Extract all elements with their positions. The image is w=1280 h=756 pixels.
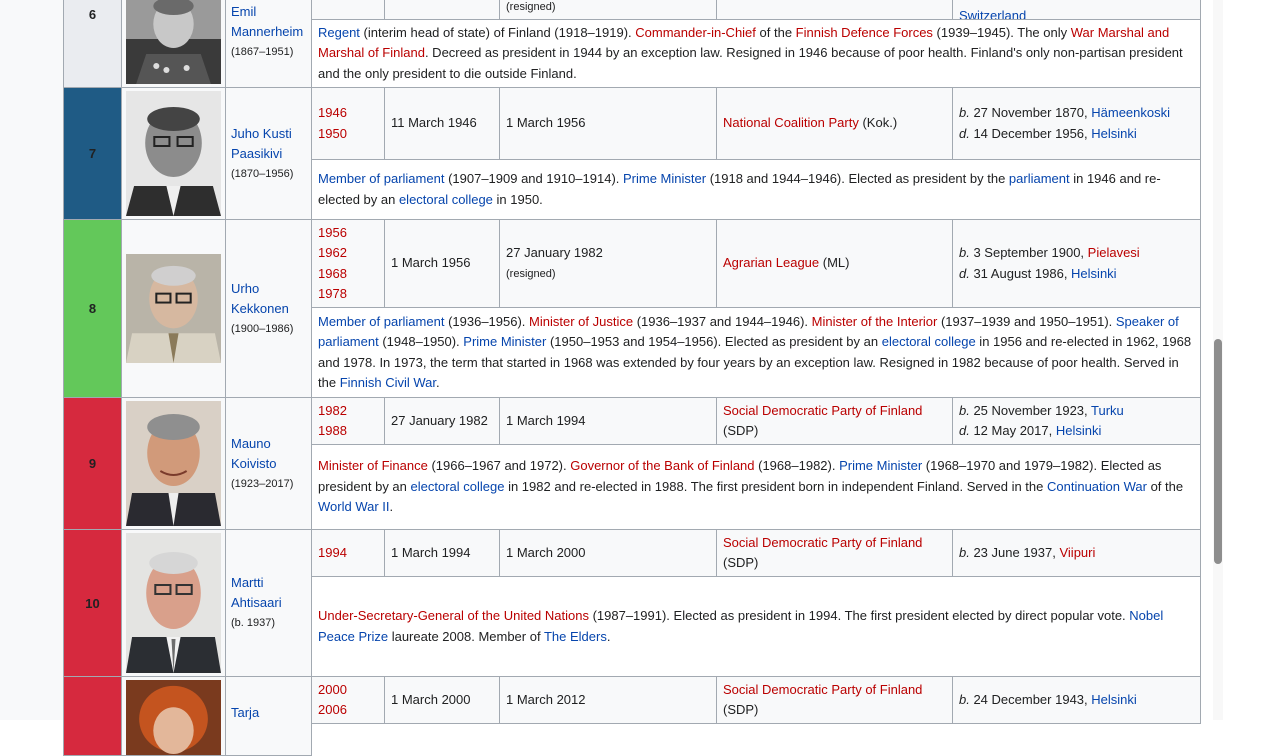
died-label: d. <box>959 423 970 438</box>
party-link[interactable]: Social Democratic Party of Finland <box>723 681 923 697</box>
description-text-segment: (1966–1967 and 1972). <box>427 458 571 474</box>
president-number: 6 <box>88 6 97 22</box>
born-date: 27 November 1870, <box>969 105 1092 120</box>
president-number-cell <box>63 219 122 398</box>
election-year-link[interactable]: 1968 <box>318 265 347 281</box>
president-name-cell <box>225 0 312 88</box>
description-text-segment: (1987–1991). Elected as president in 1994. The first president elected by direct popular vote. <box>588 608 1130 623</box>
election-year-link[interactable]: 1982 <box>318 402 347 418</box>
took-office-cell <box>384 219 500 308</box>
description-link[interactable]: Nobel Peace Prize <box>318 608 1164 644</box>
left-office-cell <box>499 529 717 577</box>
president-lifespan: (1867–1951) <box>231 46 294 58</box>
party-abbreviation: (ML) <box>819 255 850 271</box>
took-office-date: 11 March 1946 <box>391 115 477 131</box>
description-link[interactable]: War Marshal and Marshal of Finland <box>318 24 1170 61</box>
portrait-paasikivi[interactable] <box>126 91 221 216</box>
took-office-cell <box>384 529 500 577</box>
description-text-segment: of the <box>755 24 796 40</box>
left-office-cell <box>499 87 717 160</box>
president-number: 8 <box>88 301 97 316</box>
party-abbreviation: (SDP) <box>723 555 759 570</box>
died-place-link[interactable]: Helsinki <box>1071 265 1117 281</box>
born-date: 3 September 1900, <box>969 245 1088 260</box>
description-link[interactable]: Finnish Defence Forces <box>795 24 933 40</box>
description-text-segment: (1936–1956). <box>444 313 530 329</box>
description-text <box>318 169 1194 210</box>
description-text-segment: (1968–1970 and 1979–1982). Elected as president by an <box>318 458 1162 494</box>
description-text-segment: (interim head of state) of Finland (1918–1919). <box>359 24 636 40</box>
born-place-link[interactable]: Pielavesi <box>1087 245 1140 260</box>
birth-death-cell <box>952 676 1201 724</box>
election-year-link[interactable]: 1950 <box>318 125 347 141</box>
party-cell <box>716 87 953 160</box>
born-date: 25 November 1923, <box>969 402 1092 418</box>
description-link[interactable]: Speaker of parliament <box>318 313 1179 349</box>
birth-death-cell <box>952 87 1201 160</box>
description-link[interactable]: parliament <box>1008 171 1070 186</box>
born-place-link[interactable]: Turku <box>1091 402 1124 418</box>
left-office-date: 1 March 2000 <box>506 544 586 560</box>
description-text-segment: in 1956 and re-elected in 1962, 1968 and 1978. In 1973, the term that started in 1968 was extended by four years by an exception law. Resigned in 1982 because of poor health. Served in the <box>318 334 1192 390</box>
took-office-cell <box>384 0 500 20</box>
party-cell <box>716 219 953 308</box>
description-link[interactable]: Member of parliament <box>318 171 445 186</box>
description-link[interactable]: Minister of the Interior <box>811 313 938 329</box>
description-link[interactable]: Governor of the Bank of Finland <box>570 458 755 474</box>
party-cell <box>716 529 953 577</box>
description-text-segment: . Decreed as president in 1944 by an exception law. Resigned in 1946 because of poor health. Finland's only non-partisan president and the only president to die outside Finland. <box>318 45 1183 81</box>
description-link[interactable]: electoral college <box>398 191 493 207</box>
description-link[interactable]: Under-Secretary-General of the United Nations <box>318 608 589 623</box>
description-text-segment: (1918 and 1944–1946). Elected as president by the <box>706 171 1009 186</box>
description-text-segment: (1950–1953 and 1954–1956). Elected as president by an <box>546 334 882 349</box>
description-link[interactable]: Prime Minister <box>623 171 707 186</box>
took-office-cell <box>384 676 500 724</box>
president-name-link-2[interactable]: Ahtisaari <box>231 595 282 610</box>
party-abbreviation: (SDP) <box>723 702 759 717</box>
election-year-link[interactable]: 2006 <box>318 702 347 717</box>
birth-death-cell <box>952 219 1201 308</box>
president-description <box>311 307 1201 398</box>
elections-cell <box>311 676 385 724</box>
born-label: b. <box>959 544 970 560</box>
party-link[interactable]: National Coalition Party <box>723 115 859 131</box>
portrait-mannerheim[interactable] <box>126 0 221 84</box>
description-text-segment: . <box>606 628 611 644</box>
born-place-link[interactable]: Helsinki <box>1091 691 1137 707</box>
description-link[interactable]: Minister of Finance <box>318 458 428 474</box>
took-office-cell <box>384 397 500 445</box>
president-number-cell <box>63 397 122 530</box>
party-cell <box>716 397 953 445</box>
president-name-link[interactable]: Emil <box>231 4 257 19</box>
election-year-link[interactable]: 1994 <box>318 544 347 560</box>
president-name-link[interactable]: Martti <box>231 575 264 590</box>
born-label: b. <box>959 691 970 707</box>
birth-death-cell <box>952 397 1201 445</box>
description-text-segment: in 1982 and re-elected in 1988. The first president born in independent Finland. Served in the <box>504 478 1047 494</box>
president-number: 10 <box>85 595 100 611</box>
president-name-cell <box>225 397 312 530</box>
left-office-cell <box>499 676 717 724</box>
left-office-cell <box>499 0 717 20</box>
president-name-link-2[interactable]: Paasikivi <box>231 145 283 161</box>
president-name-cell <box>225 529 312 677</box>
description-text-segment: laureate 2008. Member of <box>388 628 544 644</box>
description-link[interactable]: Continuation War <box>1046 478 1147 494</box>
president-name-link[interactable]: Tarja <box>231 705 260 720</box>
election-year-link[interactable]: 1962 <box>318 245 347 260</box>
description-text-segment: (1939–1945). The only <box>932 24 1071 40</box>
election-year-link[interactable]: 1956 <box>318 224 347 240</box>
description-link[interactable]: electoral college <box>410 478 505 494</box>
president-name-link-2[interactable]: Koivisto <box>231 455 277 471</box>
portrait-koivisto[interactable] <box>126 401 221 526</box>
elections-cell <box>311 87 385 160</box>
born-place-link[interactable]: Viipuri <box>1059 544 1096 560</box>
president-lifespan: (1870–1956) <box>231 167 294 180</box>
description-text-segment: (1948–1950). <box>378 334 464 349</box>
died-date: 14 December 1956, <box>969 125 1092 141</box>
portrait-cell <box>121 676 226 756</box>
elections-cell <box>311 397 385 445</box>
died-date: 12 May 2017, <box>969 423 1056 438</box>
elections-cell <box>311 0 385 20</box>
description-text-segment: in 1950. <box>492 191 543 207</box>
left-office-note: (resigned) <box>506 267 556 280</box>
description-link[interactable]: World War II <box>318 499 390 515</box>
died-label: d. <box>959 125 970 141</box>
description-text-segment: (1907–1909 and 1910–1914). <box>444 171 623 186</box>
description-text <box>318 456 1194 518</box>
president-number: 9 <box>88 456 97 471</box>
description-link[interactable]: Prime Minister <box>463 334 547 349</box>
portrait-halonen[interactable] <box>126 680 221 755</box>
party-link[interactable]: Agrarian League <box>723 255 820 271</box>
description-text-segment: . <box>389 499 394 515</box>
president-number-cell <box>63 529 122 677</box>
description-link[interactable]: Prime Minister <box>839 458 923 474</box>
born-label: b. <box>959 105 970 120</box>
president-name-link-2[interactable]: Kekkonen <box>231 300 289 316</box>
left-office-date: 1 March 1994 <box>506 412 586 428</box>
president-name-cell <box>225 676 312 756</box>
left-office-cell <box>499 397 717 445</box>
left-office-cell <box>499 219 717 308</box>
took-office-date: 1 March 2000 <box>391 691 471 707</box>
president-name-cell <box>225 87 312 220</box>
president-lifespan: (1923–2017) <box>231 477 294 490</box>
president-number-cell <box>63 676 122 756</box>
election-year-link[interactable]: 1988 <box>318 423 347 438</box>
took-office-date: 27 January 1982 <box>391 412 488 428</box>
birth-place-link[interactable]: Switzerland <box>959 8 1027 20</box>
portrait-cell <box>121 87 226 220</box>
president-name-cell <box>225 219 312 398</box>
portrait-cell <box>121 0 226 88</box>
description-link[interactable]: Finnish Civil War <box>339 375 437 390</box>
president-name-link[interactable]: Juho Kusti <box>231 125 292 141</box>
president-name-link[interactable]: Urho <box>231 280 260 296</box>
birth-death-cell <box>952 529 1201 577</box>
party-abbreviation: (SDP) <box>723 423 759 438</box>
president-name-link-2[interactable]: Mannerheim <box>231 24 304 39</box>
portrait-ahtisaari[interactable] <box>126 533 221 673</box>
description-link[interactable]: electoral college <box>881 334 976 349</box>
president-lifespan: (b. 1937) <box>231 617 276 629</box>
page-margin-left <box>0 0 64 720</box>
president-number-cell <box>63 0 122 88</box>
party-link[interactable]: Social Democratic Party of Finland <box>723 534 923 550</box>
died-label: d. <box>959 265 970 281</box>
born-date: 24 December 1943, <box>969 691 1092 707</box>
description-text-segment: (1937–1939 and 1950–1951). <box>937 313 1116 329</box>
party-link[interactable]: Social Democratic Party of Finland <box>723 402 923 418</box>
description-link[interactable]: Member of parliament <box>318 313 445 329</box>
description-text <box>318 606 1194 647</box>
took-office-date: 1 March 1994 <box>391 544 471 560</box>
born-date: 23 June 1937, <box>969 544 1060 560</box>
president-lifespan: (1900–1986) <box>231 322 294 335</box>
party-cell <box>716 0 953 20</box>
took-office-date: 1 March 1956 <box>391 255 471 271</box>
born-label: b. <box>959 402 970 418</box>
description-link[interactable]: The Elders <box>543 628 607 644</box>
description-link[interactable]: Regent <box>318 24 360 40</box>
took-office-cell <box>384 87 500 160</box>
left-office-date: 1 March 1956 <box>506 115 586 131</box>
elections-cell <box>311 529 385 577</box>
president-description <box>311 159 1201 220</box>
president-description <box>311 444 1201 530</box>
left-office-date: 27 January 1982 <box>506 245 603 260</box>
portrait-cell <box>121 397 226 530</box>
description-link[interactable]: Commander-in-Chief <box>635 24 756 40</box>
portrait-kekkonen[interactable] <box>126 254 221 363</box>
born-place-link[interactable]: Hämeenkoski <box>1091 105 1171 120</box>
description-text-segment: (1968–1982). <box>754 458 840 474</box>
president-number: 7 <box>88 146 97 161</box>
left-office-note: (resigned) <box>506 1 556 13</box>
party-abbreviation: (Kok.) <box>858 115 898 131</box>
election-year-link[interactable]: 2000 <box>318 681 347 697</box>
birth-death-cell <box>952 0 1201 20</box>
died-place-link[interactable]: Helsinki <box>1091 125 1137 141</box>
description-link[interactable]: Minister of Justice <box>529 313 634 329</box>
died-date: 31 August 1986, <box>969 265 1072 281</box>
president-name-link[interactable]: Mauno <box>231 435 271 451</box>
party-cell <box>716 676 953 724</box>
description-text-segment: (1936–1937 and 1944–1946). <box>633 313 812 329</box>
president-description <box>311 576 1201 677</box>
president-description <box>311 19 1201 88</box>
elections-cell <box>311 219 385 308</box>
description-text-segment: in 1946 and re-elected by an <box>318 171 1161 207</box>
description-text <box>318 23 1194 85</box>
portrait-cell <box>121 219 226 398</box>
description-text-segment: of the <box>1146 478 1184 494</box>
scrollbar-thumb[interactable] <box>1214 339 1222 564</box>
portrait-cell <box>121 529 226 677</box>
president-number-cell <box>63 87 122 220</box>
page-margin-right <box>1222 0 1280 720</box>
born-label: b. <box>959 245 970 260</box>
died-place-link[interactable]: Helsinki <box>1055 423 1102 438</box>
description-text-segment: . <box>436 375 440 390</box>
description-text <box>318 312 1194 394</box>
election-year-link[interactable]: 1978 <box>318 286 347 301</box>
election-year-link[interactable]: 1946 <box>318 105 347 120</box>
left-office-date: 1 March 2012 <box>506 691 586 707</box>
